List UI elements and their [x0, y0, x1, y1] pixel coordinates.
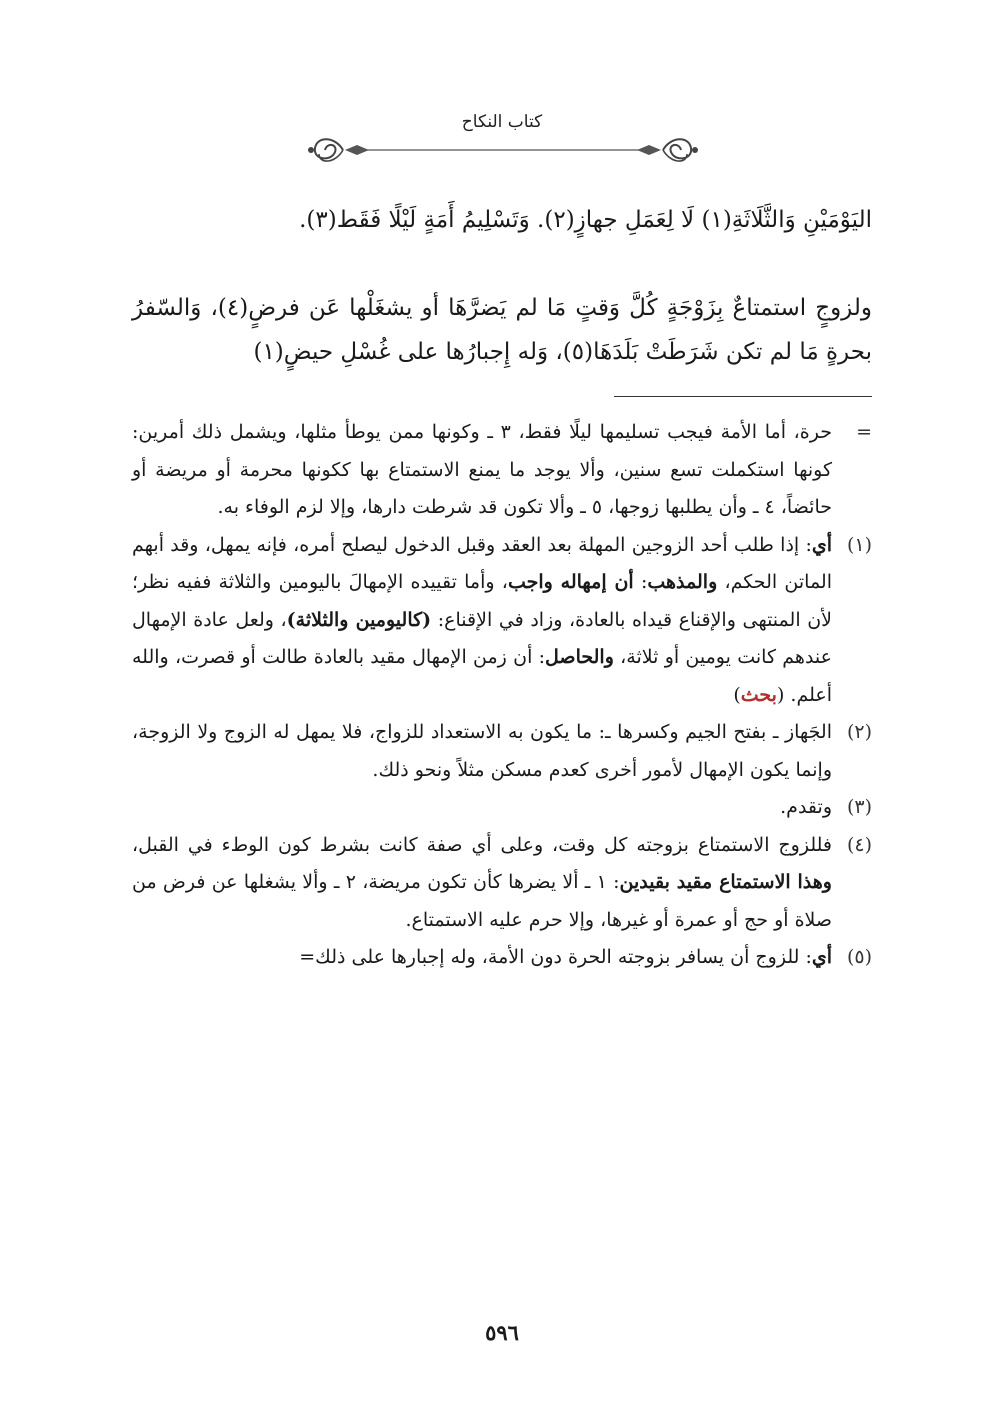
research-tag: بحث [740, 683, 777, 706]
footnote-number: (٤) [846, 833, 872, 856]
footnote-bold: أن إمهاله واجب [507, 571, 634, 593]
footnote-bold: والحاصل [545, 646, 614, 668]
footnote-lead: أي [811, 946, 832, 968]
footnote-text: الجَهاز ـ بفتح الجيم وكسرها ـ: ما يكون به الاستعداد للزواج، فلا يمهل له الزوج ولا الزوجة، وإنما يكون الإمهال لأمور أخرى كعدم مسكن مثلاً ونحو ذلك. [132, 721, 832, 781]
footnote-5 [132, 939, 872, 977]
page-number: ٥٩٦ [485, 1320, 519, 1345]
footnote-text: فللزوج الاستمتاع بزوجته كل وقت، وعلى أي صفة كانت بشرط كون الوطء في القبل، [132, 833, 832, 856]
footnote-text: ) [733, 683, 741, 706]
main-text-line: اليَوْمَيْنِ وَالثَّلَاثَةِ(١) لَا لِعَمَلِ جهازٍ(٢). وَتَسْلِيمُ أَمَةٍ لَيْلًا فَقَط(٣). [299, 207, 872, 233]
header-ornament [305, 130, 701, 170]
footnote-4 [132, 827, 872, 940]
footnote-text: : إذا طلب أحد الزوجين المهلة بعد العقد وقبل الدخول ليصلح أمره، فإنه يمهل، وقد أبهم الماتن الحكم، [132, 533, 832, 593]
footnote-text: وتقدم. [780, 796, 832, 818]
footnote-bold: (كاليومين والثلاثة) [286, 608, 432, 631]
footnote-text: : [633, 571, 648, 593]
footnote-text: حرة، أما الأمة فيجب تسليمها ليلًا فقط، ٣ ـ وكونها ممن يوطأ مثلها، ويشمل ذلك أمرين: كونها استكملت تسع سنين، وألا يوجد ما يمنع الاستمتاع بها ككونها محرمة أو مريضة أو حائضاً، ٤ ـ وأن يطلبها زوجها، ٥ ـ وألا تكون قد شرطت دارها، وإلا لزم الوفاء به. [132, 421, 832, 518]
footnote-2 [132, 714, 872, 789]
footnote-number: (٥) [846, 946, 872, 968]
footnotes [132, 414, 872, 977]
footnote-continued [132, 414, 872, 527]
footnote-number: (٣) [846, 796, 872, 818]
footnote-bold: والمذهب [647, 571, 718, 593]
footnote-text: ، وأما تقييده الإمهالَ باليومين والثلاثة ففيه نظر؛ لأن المنتهى والإقناع قيداه بالعادة، وزاد في الإقناع: [132, 571, 832, 631]
footnote-3 [132, 789, 872, 827]
footnote-number: (٢) [846, 721, 872, 743]
running-title: كتاب النكاح [461, 112, 543, 132]
footnote-1 [132, 527, 872, 715]
footnote-marker: = [856, 421, 872, 443]
footnote-number: (١) [846, 533, 872, 556]
main-text-paragraph: ولزوجٍ استمتاعٌ بِزَوْجَةٍ كُلَّ وَقتٍ مَا لم يَضرَّهَا أو يشغَلْها عَن فرضٍ(٤)، وَالسّفرُ بحرةٍ مَا لم تكن شَرَطَتْ بَلَدَهَا(٥)، وَله إِجبارُها على غُسْلِ حيضٍ(١) [132, 295, 872, 365]
footnote-bold: وهذا الاستمتاع مقيد بقيدين [619, 871, 832, 893]
footnote-lead: أي [811, 533, 832, 556]
footnote-text: : أن زمن الإمهال مقيد بالعادة طالت أو قصرت، والله أعلم. ( [132, 646, 832, 706]
footnote-text: : للزوج أن يسافر بزوجته الحرة دون الأمة، وله إجبارها على ذلك= [299, 946, 812, 968]
footnote-text: ، ولعل عادة الإمهال عندهم كانت يومين أو ثلاثة، [132, 608, 832, 668]
footnote-text: : ١ ـ ألا يضرها كأن تكون مريضة، ٢ ـ وألا يشغلها عن فرض من صلاة أو حج أو عمرة أو غيرها، وإلا حرم عليه الاستمتاع. [132, 871, 832, 931]
footnote-separator [614, 396, 872, 397]
